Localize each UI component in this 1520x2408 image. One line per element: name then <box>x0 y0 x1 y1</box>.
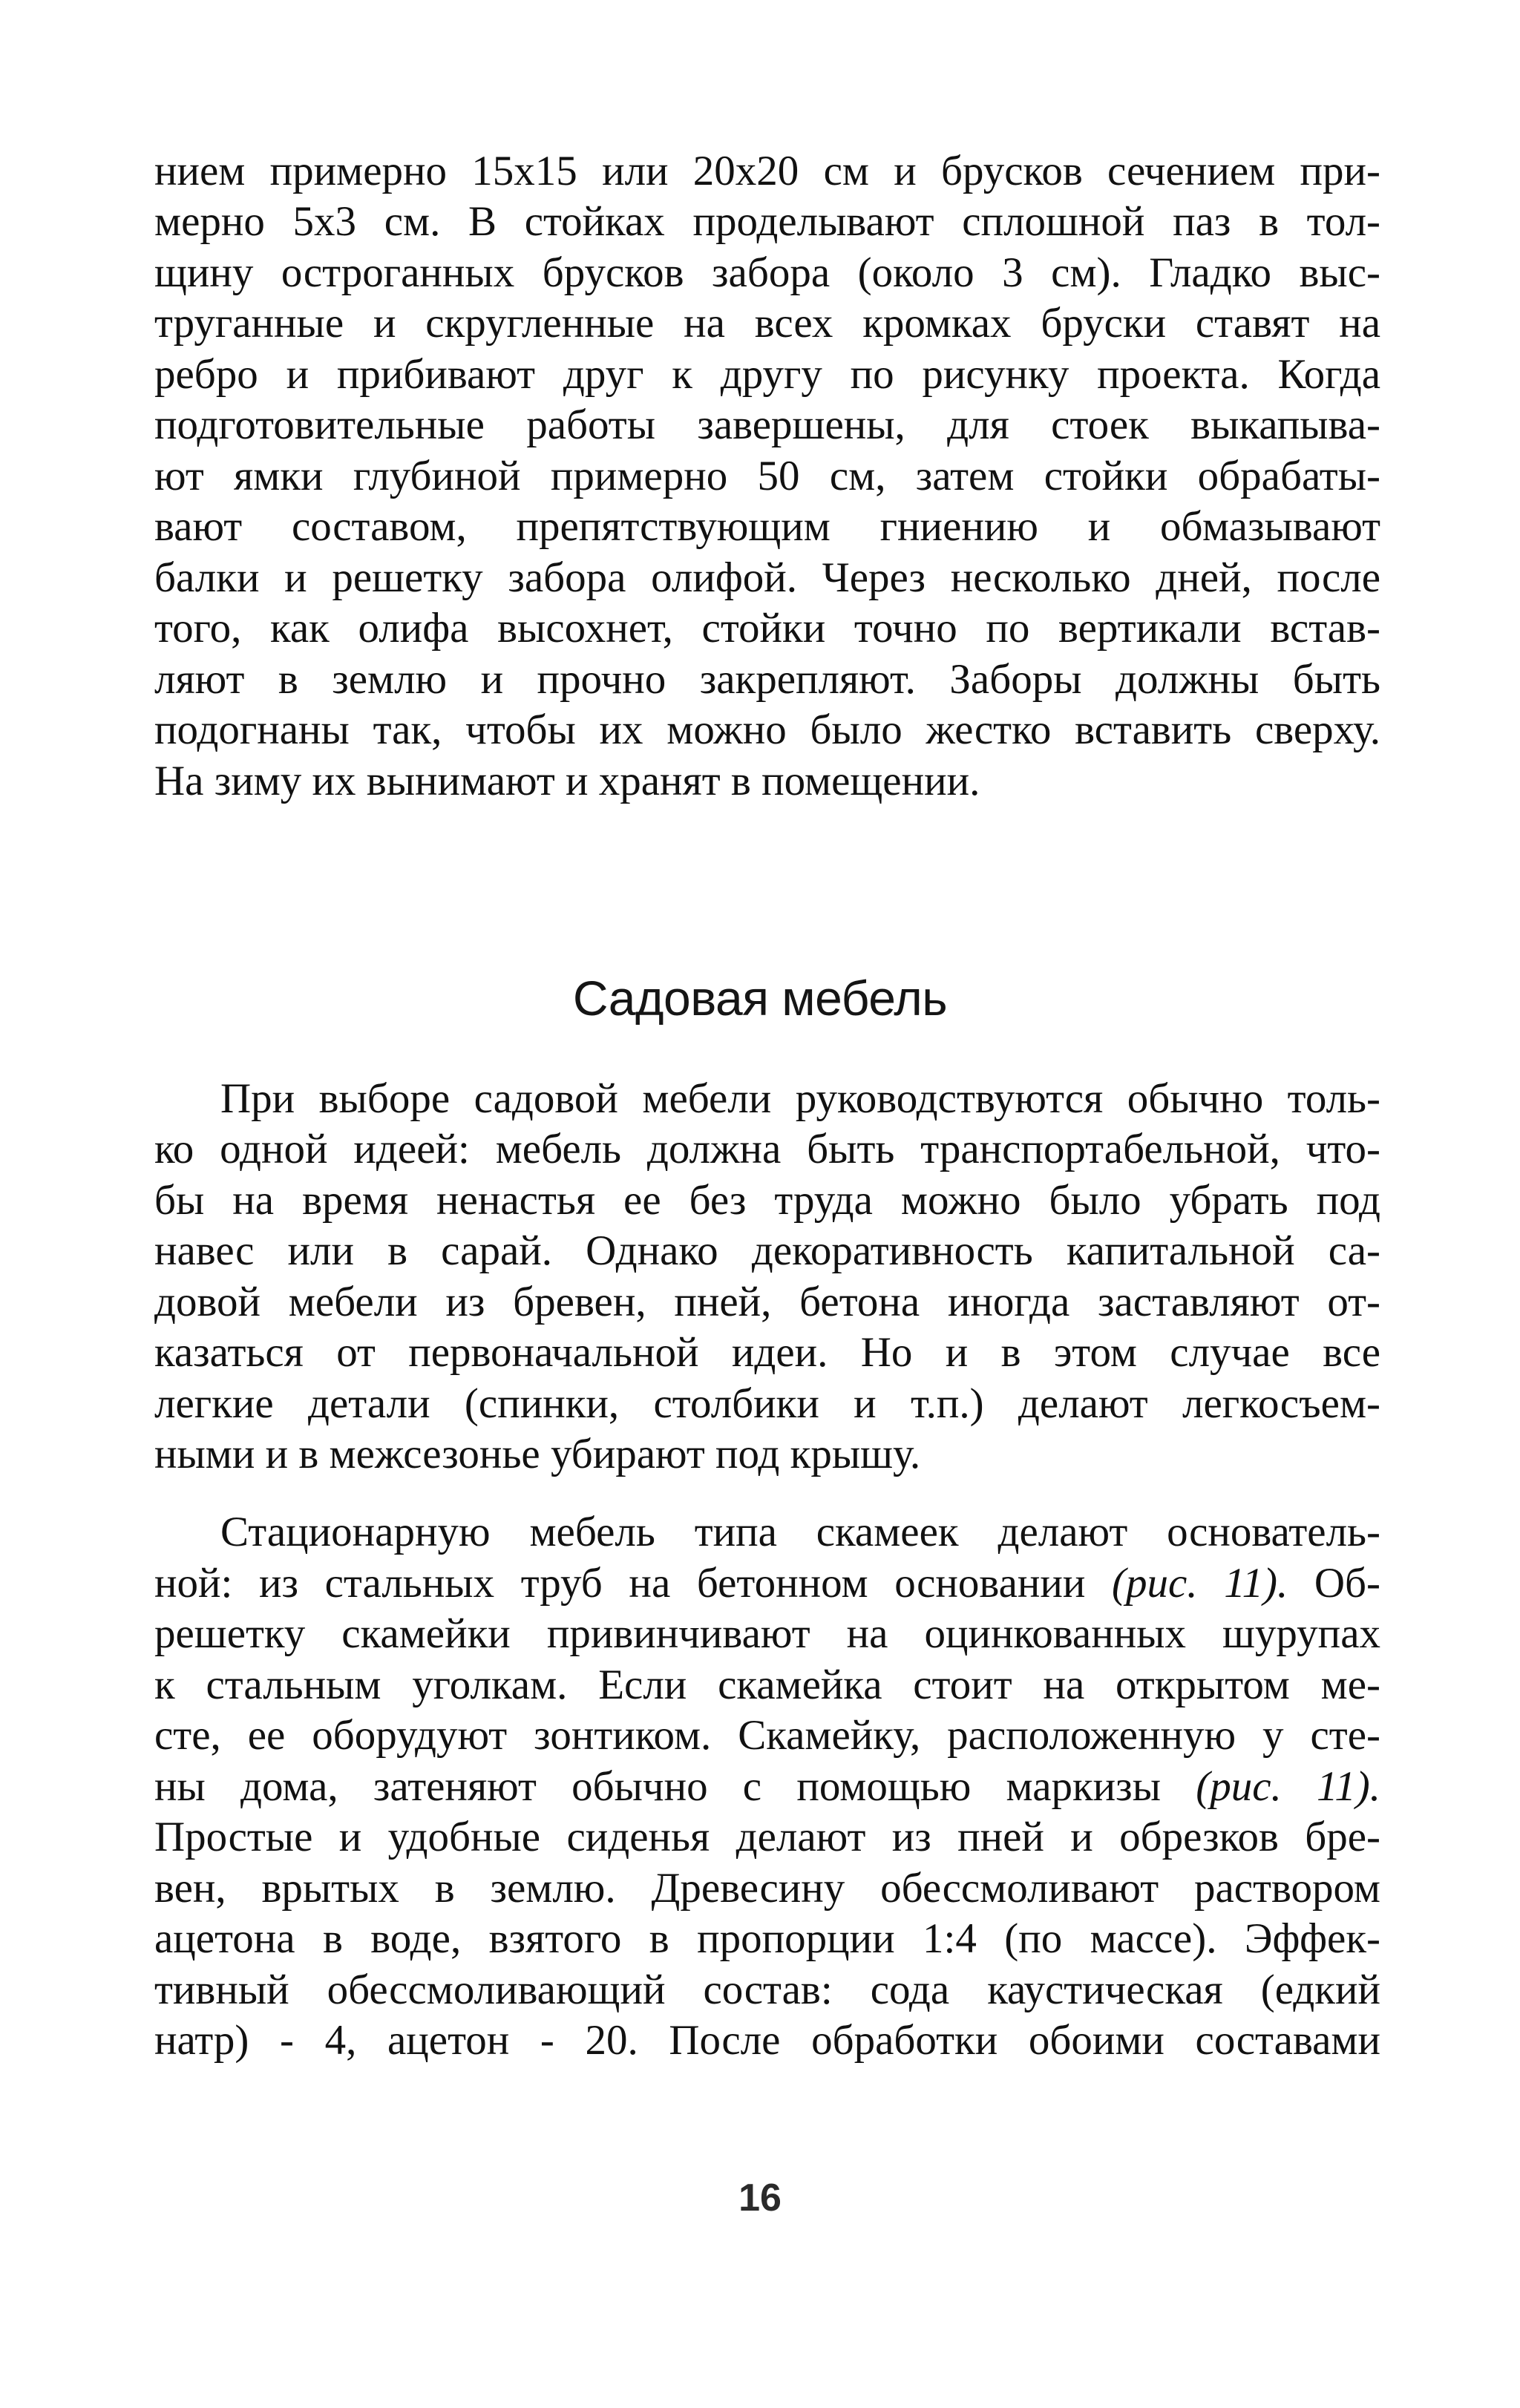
text-line: казаться от первоначальной идеи. Но и в этом случае все <box>154 1329 1380 1376</box>
text-line: труганные и скругленные на всех кромках бруски ставят на <box>154 300 1380 347</box>
text-line: бы на время ненастья ее без труда можно было убрать под <box>154 1177 1380 1224</box>
text-line: довой мебели из бревен, пней, бетона иногда заставляют от- <box>154 1279 1380 1325</box>
text-line: ляют в землю и прочно закрепляют. Заборы должны быть <box>154 656 1380 703</box>
text-line: навес или в сарай. Однако декоративность капитальной са- <box>154 1227 1380 1274</box>
text-line <box>154 1762 1380 1812</box>
text-line <box>154 1558 1380 1609</box>
text-line: балки и решетку забора олифой. Через несколько дней, после <box>154 554 1380 601</box>
text-line: к стальным уголкам. Если скамейка стоит на открытом ме- <box>154 1661 1380 1708</box>
figure-reference: (рис. 11). <box>1112 1560 1288 1607</box>
text-line: решетку скамейки привинчивают на оцинкованных шурупах <box>154 1610 1380 1657</box>
text-line: вают составом, препятствующим гниению и обмазывают <box>154 503 1380 550</box>
text-line: вен, врытых в землю. Древесину обессмоливают раствором <box>154 1865 1380 1912</box>
text-line: легкие детали (спинки, столбики и т.п.) делают легкосъем- <box>154 1380 1380 1427</box>
text-line: сте, ее оборудуют зонтиком. Скамейку, расположенную у сте- <box>154 1712 1380 1759</box>
text-line: подогнаны так, чтобы их можно было жестко вставить сверху. <box>154 706 1380 753</box>
text-line: ребро и прибивают друг к другу по рисунку проекта. Когда <box>154 351 1380 398</box>
text-line: Простые и удобные сиденья делают из пней и обрезков бре- <box>154 1814 1380 1860</box>
figure-reference: (рис. 11). <box>1196 1763 1380 1810</box>
section-heading: Садовая мебель <box>572 971 948 1026</box>
text-line: ными и в межсезонье убирают под крышу. <box>154 1431 921 1477</box>
text-line: нием примерно 15х15 или 20х20 см и брусков сечением при- <box>154 148 1380 194</box>
page-number: 16 <box>738 2176 782 2220</box>
text-line: подготовительные работы завершены, для стоек выкапыва- <box>154 401 1380 448</box>
text-line: ацетона в воде, взятого в пропорции 1:4 (по массе). Эффек- <box>154 1915 1380 1962</box>
text-line: натр) - 4, ацетон - 20. После обработки обоими составами <box>154 2017 1380 2064</box>
text-line: того, как олифа высохнет, стойки точно по вертикали встав- <box>154 605 1380 652</box>
text-line: При выборе садовой мебели руководствуются обычно толь- <box>220 1075 1380 1122</box>
text-line: щину остроганных брусков забора (около 3 см). Гладко выс- <box>154 249 1380 296</box>
text-line: Стационарную мебель типа скамеек делают основатель- <box>220 1509 1380 1555</box>
text-line: На зиму их вынимают и хранят в помещении. <box>154 758 980 804</box>
text-segment: Об- <box>1288 1560 1380 1607</box>
text-segment: ной: из стальных труб на бетонном основании <box>154 1560 1113 1607</box>
text-line: ко одной идеей: мебель должна быть транспортабельной, что- <box>154 1126 1380 1172</box>
text-line: тивный обессмоливающий состав: сода каустическая (едкий <box>154 1966 1380 2013</box>
text-line: ют ямки глубиной примерно 50 см, затем стойки обрабаты- <box>154 453 1380 499</box>
text-segment: ны дома, затеняют обычно с помощью маркизы <box>154 1763 1196 1810</box>
text-line: мерно 5х3 см. В стойках проделывают сплошной паз в тол- <box>154 198 1380 245</box>
